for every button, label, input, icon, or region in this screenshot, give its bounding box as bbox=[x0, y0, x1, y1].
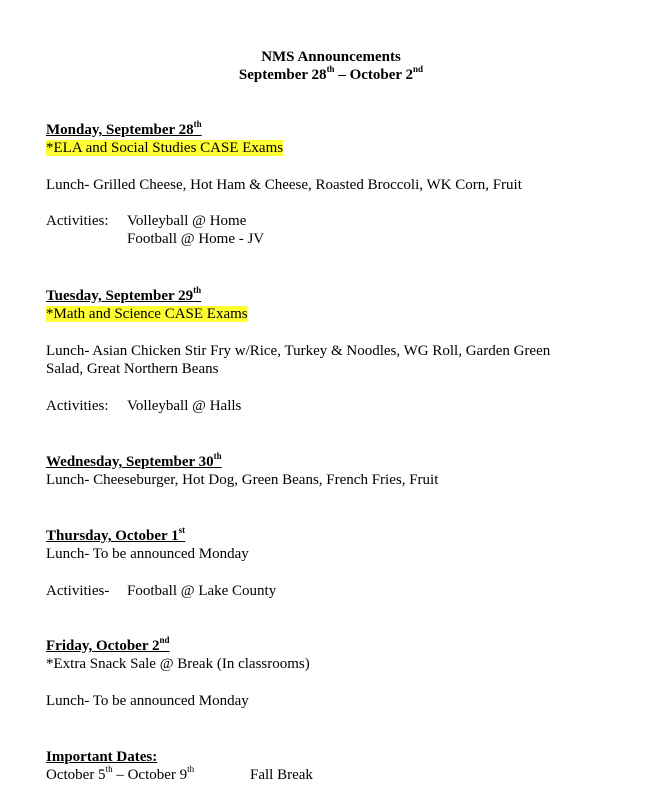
monday-activities-label: Activities: bbox=[46, 213, 109, 229]
thursday-heading bbox=[46, 527, 185, 545]
tuesday-heading bbox=[46, 287, 201, 305]
monday-exam-text: *ELA and Social Studies CASE Exams bbox=[46, 140, 284, 156]
important-event: Fall Break bbox=[250, 767, 313, 783]
thursday-heading-text: Thursday, October 1 bbox=[46, 528, 179, 544]
tuesday-exam-text: *Math and Science CASE Exams bbox=[46, 306, 248, 322]
monday-activity-1: Volleyball @ Home bbox=[127, 213, 247, 229]
tuesday-heading-suffix: th bbox=[193, 285, 202, 295]
dates-end: – October 2 bbox=[334, 67, 414, 83]
thursday-lunch: Lunch- To be announced Monday bbox=[46, 546, 249, 562]
friday-note: *Extra Snack Sale @ Break (In classrooms) bbox=[46, 656, 310, 672]
tuesday-lunch-line-2: Salad, Great Northern Beans bbox=[46, 361, 219, 377]
tuesday-exam-note bbox=[46, 305, 248, 323]
thursday-activity-1: Football @ Lake County bbox=[127, 583, 277, 599]
important-date-end-suffix: th bbox=[187, 764, 195, 774]
friday-lunch: Lunch- To be announced Monday bbox=[46, 693, 249, 709]
dates-end-suffix: nd bbox=[413, 64, 424, 74]
tuesday-heading-text: Tuesday, September 29 bbox=[46, 288, 194, 304]
important-date-start: October 5 bbox=[46, 767, 106, 783]
friday-heading bbox=[46, 637, 169, 655]
page-title: NMS Announcements bbox=[261, 49, 401, 65]
wednesday-lunch: Lunch- Cheeseburger, Hot Dog, Green Beans, French Fries, Fruit bbox=[46, 472, 439, 488]
monday-heading bbox=[46, 121, 202, 139]
tuesday-activities-label: Activities: bbox=[46, 398, 109, 414]
wednesday-heading-text: Wednesday, September 30 bbox=[46, 454, 214, 470]
monday-lunch: Lunch- Grilled Cheese, Hot Ham & Cheese, Roasted Broccoli, WK Corn, Fruit bbox=[46, 177, 522, 193]
monday-activity-2: Football @ Home - JV bbox=[127, 231, 265, 247]
page-subtitle-dates bbox=[0, 64, 662, 84]
monday-heading-text: Monday, September 28 bbox=[46, 122, 194, 138]
dates-start: September 28 bbox=[238, 67, 327, 83]
important-dates-heading: Important Dates: bbox=[46, 749, 158, 765]
friday-heading-text: Friday, October 2 bbox=[46, 638, 160, 654]
thursday-heading-suffix: st bbox=[178, 525, 186, 535]
tuesday-activity-1: Volleyball @ Halls bbox=[127, 398, 242, 414]
monday-heading-suffix: th bbox=[193, 119, 202, 129]
wednesday-heading bbox=[46, 453, 222, 471]
important-date-start-suffix: th bbox=[105, 764, 113, 774]
monday-exam-note bbox=[46, 139, 283, 157]
important-date-end: – October 9 bbox=[112, 767, 188, 783]
thursday-activities-label: Activities- bbox=[46, 583, 110, 599]
tuesday-lunch-line-1: Lunch- Asian Chicken Stir Fry w/Rice, Turkey & Noodles, WG Roll, Garden Green bbox=[46, 343, 551, 359]
important-date-range bbox=[46, 766, 194, 784]
wednesday-heading-suffix: th bbox=[213, 451, 222, 461]
dates-start-suffix: th bbox=[326, 64, 335, 74]
friday-heading-suffix: nd bbox=[159, 635, 170, 645]
